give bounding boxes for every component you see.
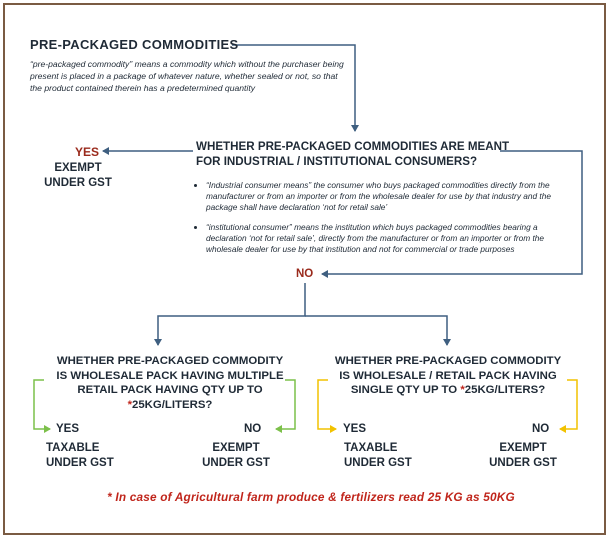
q3-text: WHETHER PRE-PACKAGED COMMODITY IS WHOLESALE / RETAIL PACK HAVING SINGLE QTY UP TO (334, 355, 562, 397)
left-exempt-result: EXEMPT UNDER GST (202, 442, 270, 469)
right-no-label: NO (532, 423, 550, 435)
right-taxable-result: TAXABLE UNDER GST (344, 442, 412, 469)
bullet-institutional-consumer (206, 222, 560, 256)
q2-text: WHETHER PRE-PACKAGED COMMODITY IS WHOLESALE PACK HAVING MULTIPLE RETAIL PACK HAVING QTY UP TO (56, 355, 284, 397)
right-yes-label: YES (343, 423, 367, 435)
question-single-qty-pack (330, 354, 566, 398)
q2-qty: 25KG/LITERS? (132, 398, 213, 411)
left-no-label: NO (244, 423, 262, 435)
definition-text (30, 58, 350, 94)
q3-qty: 25KG/LITERS? (464, 384, 546, 397)
arrow-no-split-left (158, 283, 305, 345)
bullet-term: “institutional consumer” (206, 221, 292, 232)
question-industrial-consumers: WHETHER PRE-PACKAGED COMMODITIES ARE MEANT FOR INDUSTRIAL / INSTITUTIONAL CONSUMERS? (196, 140, 510, 168)
right-exempt-result: EXEMPT UNDER GST (489, 442, 557, 469)
yes-label-q1: YES (75, 145, 100, 159)
q2-star: * (127, 398, 133, 411)
diagram-title: PRE-PACKAGED COMMODITIES (30, 37, 239, 52)
arrow-q2-yes (34, 380, 50, 429)
left-taxable-result: TAXABLE UNDER GST (46, 442, 114, 469)
definition-body: means a commodity which without the purchaser being present is placed in a package of whatever nature, whether sealed or not, so that the product contained therein has a predetermined quantity (30, 59, 344, 93)
bullet-text: the consumer who buys packaged commodities directly from the manufacturer or from an importer or from the wholesale dealer for use by that industry and the package shall have declaration ‘not for retail sale’ (206, 180, 551, 213)
footnote: * In case of Agricultural farm produce & fertilizers read 25 KG as 50KG (107, 490, 515, 504)
exempt-result-q1: EXEMPT UNDER GST (44, 162, 112, 189)
q3-star: * (460, 384, 465, 397)
bullet-industrial-consumer (206, 180, 560, 214)
bullet-term: “Industrial consumer means” (206, 180, 312, 190)
no-label-q1: NO (296, 268, 314, 280)
question-wholesale-multiple-pack (52, 354, 288, 412)
arrow-no-split-right (305, 316, 447, 345)
left-yes-label: YES (56, 423, 80, 435)
definition-term: “pre-packaged commodity” (30, 59, 133, 69)
consumer-definitions (190, 180, 560, 263)
bullet-text: means the institution which buys packaged commodities bearing a declaration ‘not for retail sale’, directly from the manufacturer or from an importer or from the wholesale dealer for use by that institution and not for commercial or trade purposes (206, 221, 545, 255)
